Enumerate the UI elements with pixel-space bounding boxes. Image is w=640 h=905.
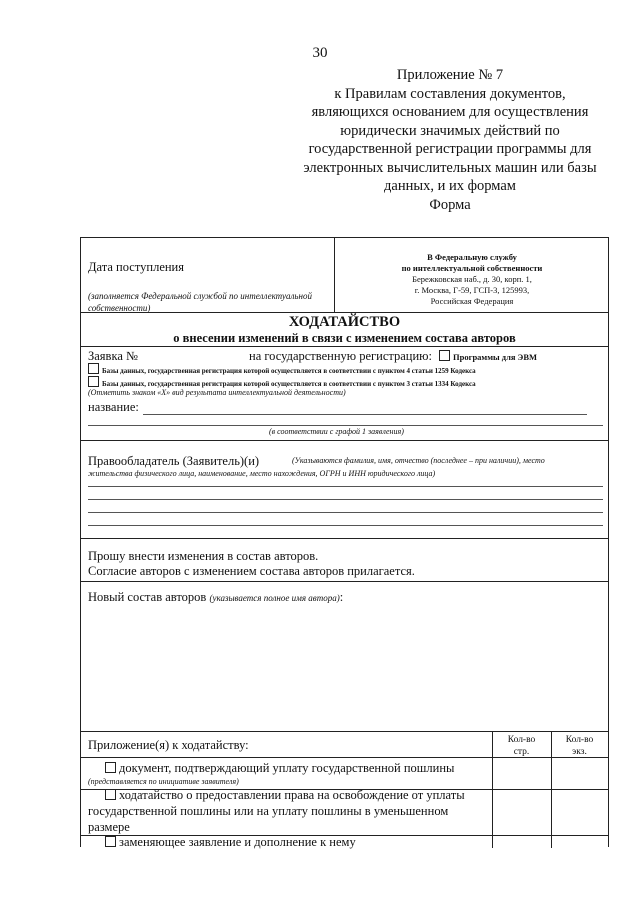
attachments-label: Приложение(я) к ходатайству:: [88, 738, 249, 752]
option-db-1259[interactable]: [88, 363, 476, 375]
page-number: 30: [312, 45, 328, 61]
col-pages-line: стр.: [513, 747, 530, 757]
col-copies-line: Кол-во: [565, 735, 594, 745]
request-text: Согласие авторов с изменением состава авторов прилагается.: [88, 564, 415, 578]
divider: [334, 238, 335, 312]
checkbox[interactable]: [88, 363, 99, 374]
option-db-1259-label: Базы данных, государственная регистрация которой осуществляется в соответствии с пунктом 4 статьи 1259 Кодекса: [102, 367, 476, 375]
divider: [81, 312, 608, 313]
attachment-1[interactable]: [105, 761, 454, 776]
header-line: юридически значимых действий по: [340, 122, 560, 139]
attachment-2-label: ходатайство о предоставлении права на освобождение от уплаты: [119, 788, 465, 802]
col-copies-line: экз.: [572, 747, 587, 757]
recipient-line: г. Москва, Г-59, ГСП-3, 125993,: [414, 285, 530, 295]
holder-note: жительства физического лица, наименование, место нахождения, ОГРН и ИНН юридического лица): [88, 469, 436, 478]
checkbox[interactable]: [105, 836, 116, 847]
holder-input-line[interactable]: [88, 512, 603, 513]
recipient-line: Российская Федерация: [430, 296, 514, 306]
col-copies-header: [551, 734, 608, 758]
divider: [81, 731, 608, 732]
attachment-1-label: документ, подтверждающий уплату государственной пошлины: [119, 761, 455, 775]
header-line: электронных вычислительных машин или базы: [303, 159, 597, 176]
divider: [81, 538, 608, 539]
name-label: название:: [88, 400, 139, 414]
form-label: Форма: [429, 196, 471, 213]
form-subtitle: о внесении изменений в связи с изменением состава авторов: [173, 331, 516, 345]
request-text: Прошу внести изменения в состав авторов.: [88, 549, 319, 563]
name-input-line[interactable]: [88, 425, 603, 426]
new-authors-note: (указывается полное имя автора): [209, 593, 340, 603]
date-label: Дата поступления: [88, 260, 184, 274]
registration-label: на государственную регистрацию:: [249, 349, 432, 363]
table-row-divider: [81, 757, 608, 758]
mark-note: (Отметить знаком «Х» вид результата интеллектуальной деятельности): [88, 388, 346, 397]
recipient-line: В Федеральную службу: [427, 252, 517, 262]
checkbox[interactable]: [105, 789, 116, 800]
application-label: Заявка №: [88, 349, 138, 363]
attachment-2-line: размере: [88, 820, 130, 834]
divider: [81, 581, 608, 582]
header-line: к Правилам составления документов,: [334, 85, 566, 102]
checkbox[interactable]: [439, 350, 450, 361]
form-title: ХОДАТАЙСТВО: [288, 314, 401, 330]
attachment-3[interactable]: [105, 835, 356, 850]
header-line: являющихся основанием для осуществления: [311, 104, 589, 120]
holder-input-line[interactable]: [88, 486, 603, 487]
appendix-header: [280, 66, 620, 214]
new-authors-label: [88, 590, 343, 605]
holder-input-line[interactable]: [88, 499, 603, 500]
checkbox[interactable]: [88, 376, 99, 387]
header-line: данных, и их формам: [384, 178, 516, 194]
divider: [81, 346, 608, 347]
divider: [81, 440, 608, 441]
col-pages-header: [492, 734, 551, 758]
name-note: (в соответствии с графой 1 заявления): [269, 427, 404, 436]
option-db-1334[interactable]: [88, 376, 476, 388]
recipient-address: [339, 252, 605, 307]
checkbox[interactable]: [105, 762, 116, 773]
header-line: государственной регистрации программы для: [308, 141, 592, 157]
holder-note: (Указываются фамилия, имя, отчество (последнее – при наличии), место: [292, 456, 545, 465]
petition-form: [80, 237, 609, 847]
attachment-1-note: (представляется по инициативе заявителя): [88, 777, 239, 786]
appendix-number: Приложение № 7: [396, 67, 504, 83]
date-note: (заполняется Федеральной службой по интеллектуальной собственности): [88, 291, 312, 313]
attachment-2-line: государственной пошлины или на уплату пошлины в уменьшенном: [88, 804, 449, 818]
option-evm[interactable]: [439, 350, 537, 362]
new-authors-text: Новый состав авторов: [88, 590, 207, 604]
recipient-line: Бережковская наб., д. 30, корп. 1,: [412, 274, 532, 284]
option-db-1334-label: Базы данных, государственная регистрация которой осуществляется в соответствии с пунктом 3 статьи 1334 Кодекса: [102, 380, 476, 388]
holder-label: Правообладатель (Заявитель)(и): [88, 454, 260, 468]
recipient-line: по интеллектуальной собственности: [401, 263, 543, 273]
attachment-3-label: заменяющее заявление и дополнение к нему: [119, 835, 356, 849]
holder-input-line[interactable]: [88, 525, 603, 526]
name-input-line[interactable]: [143, 414, 587, 415]
new-authors-colon: :: [339, 590, 344, 604]
col-pages-line: Кол-во: [507, 735, 536, 745]
option-evm-label: Программы для ЭВМ: [453, 352, 538, 362]
attachment-2[interactable]: [105, 788, 465, 803]
